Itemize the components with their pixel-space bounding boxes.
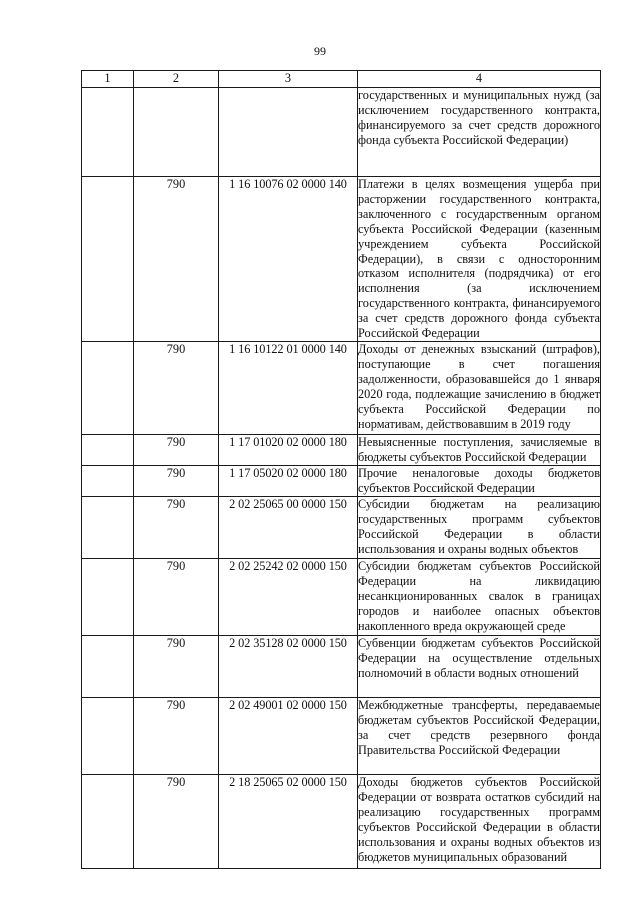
- budget-classification-table: [81, 70, 601, 869]
- cell-kbk-code: 2 18 25065 02 0000 150: [219, 774, 358, 868]
- cell-description: Платежи в целях возмещения ущерба при расторжении государственного контракта, заключенного с государственным органом субъекта Российской Федерации (казенным учреждением субъекта Российской Федерации), в связи с односторонним отказом исполнителя (подрядчика) от его исполнения (за исключением государственного контракта, финансируемого за счет средств дорожного фонда субъекта Российской Федерации: [358, 177, 600, 341]
- cell-admin-code: 790: [134, 434, 219, 465]
- table-row: [82, 774, 601, 868]
- cell-description: Доходы бюджетов субъектов Российской Федерации от возврата остатков субсидий на реализацию государственных программ субъектов Российской Федерации в области использования и охраны водных объектов из бюджетов муниципальных образований: [358, 774, 601, 868]
- cell-kbk-code: 2 02 25242 02 0000 150: [219, 558, 358, 635]
- cell-description: Субвенции бюджетам субъектов Российской Федерации на осуществление отдельных полномочий в области водных отношений: [358, 635, 601, 697]
- cell-admin-code: 790: [134, 496, 219, 558]
- table-row: [82, 465, 601, 496]
- table-row: [82, 558, 601, 635]
- cell-admin-code: 790: [134, 774, 219, 868]
- cell-kbk-code: 2 02 35128 02 0000 150: [219, 635, 358, 697]
- cell-kbk-code: 1 16 10076 02 0000 140: [219, 177, 358, 342]
- cell-kbk-code: 1 17 01020 02 0000 180: [219, 434, 358, 465]
- cell-description: Субсидии бюджетам субъектов Российской Федерации на ликвидацию несанкционированных свалок в границах городов и наиболее опасных объектов накопленного вреда окружающей среде: [358, 558, 601, 635]
- cell-admin-code: 790: [134, 558, 219, 635]
- cell-number: [82, 341, 134, 434]
- cell-description: Доходы от денежных взысканий (штрафов), поступающие в счет погашения задолженности, образовавшейся до 1 января 2020 года, подлежащие зачислению в бюджет субъекта Российской Федерации по нормативам, действовавшим в 2019 году: [358, 341, 601, 434]
- table-row: [82, 434, 601, 465]
- cell-admin-code: 790: [134, 635, 219, 697]
- table-header-row: [82, 71, 601, 88]
- table-row: [82, 697, 601, 774]
- cell-admin-code: 790: [134, 177, 219, 342]
- column-header-2: 2: [134, 71, 219, 88]
- column-header-4: 4: [358, 71, 601, 88]
- table-row: [82, 341, 601, 434]
- table-row: [82, 635, 601, 697]
- cell-description: Межбюджетные трансферты, передаваемые бюджетам субъектов Российской Федерации, за счет средств резервного фонда Правительства Российской Федерации: [358, 697, 601, 774]
- cell-description: государственных и муниципальных нужд (за исключением государственного контракта, финансируемого за счет средств дорожного фонда субъекта Российской Федерации): [358, 88, 601, 177]
- cell-admin-code: 790: [134, 697, 219, 774]
- cell-kbk-code: 2 02 25065 00 0000 150: [219, 496, 358, 558]
- table-row: [82, 177, 601, 342]
- cell-kbk-code: [219, 88, 358, 177]
- column-header-1: 1: [82, 71, 134, 88]
- cell-number: [82, 697, 134, 774]
- cell-number: [82, 434, 134, 465]
- cell-kbk-code: 1 17 05020 02 0000 180: [219, 465, 358, 496]
- cell-number: [82, 774, 134, 868]
- table-row: [82, 496, 601, 558]
- cell-kbk-code: 1 16 10122 01 0000 140: [219, 341, 358, 434]
- cell-number: [82, 88, 134, 177]
- cell-kbk-code: 2 02 49001 02 0000 150: [219, 697, 358, 774]
- cell-admin-code: 790: [134, 341, 219, 434]
- cell-description: Субсидии бюджетам на реализацию государственных программ субъектов Российской Федерации в области использования и охраны водных объектов: [358, 496, 601, 558]
- cell-number: [82, 177, 134, 342]
- cell-number: [82, 496, 134, 558]
- table-row: [82, 88, 601, 177]
- cell-admin-code: [134, 88, 219, 177]
- cell-number: [82, 635, 134, 697]
- page-number: 99: [314, 44, 326, 58]
- cell-number: [82, 465, 134, 496]
- column-header-3: 3: [219, 71, 358, 88]
- cell-description: Невыясненные поступления, зачисляемые в бюджеты субъектов Российской Федерации: [358, 434, 600, 464]
- cell-number: [82, 558, 134, 635]
- cell-admin-code: 790: [134, 465, 219, 496]
- cell-description: Прочие неналоговые доходы бюджетов субъектов Российской Федерации: [358, 465, 600, 495]
